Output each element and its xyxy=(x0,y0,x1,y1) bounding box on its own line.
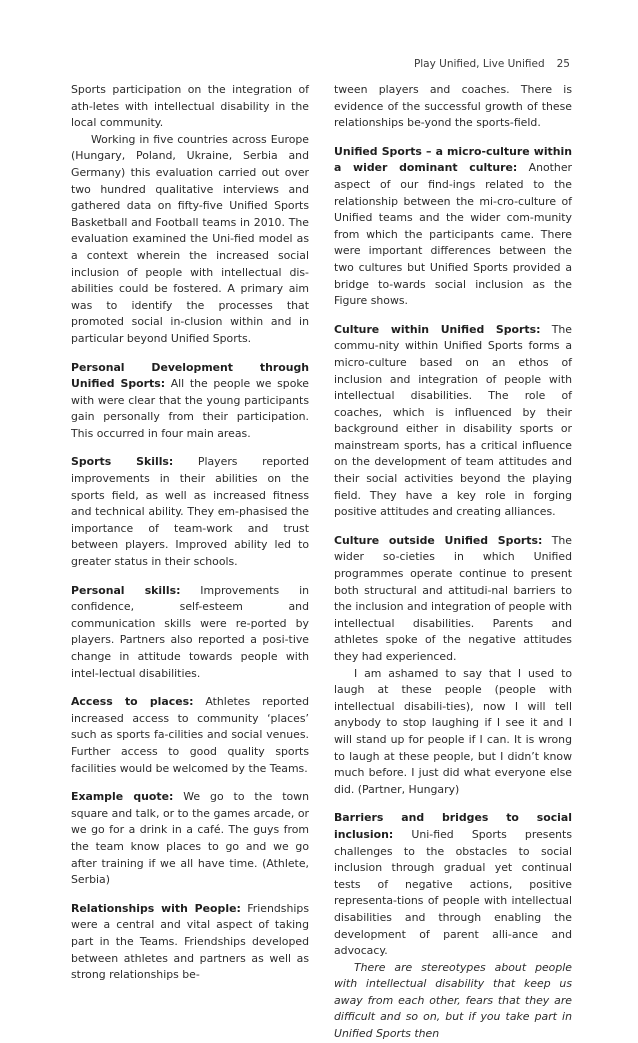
culture-within-text: The commu-nity within Unified Sports forms a micro-culture based on an ethos of inclusion and integration of people with intellectual disabilities. The role of coaches, which is influenced by their background either in disability sports or mainstream sports, has a critical influence on the development of team attitudes and their social activities beyond the playing field. They have a key role in forging positive attitudes and creating alliances. xyxy=(334,322,572,519)
relationships-paragraph xyxy=(71,901,309,984)
evaluation-paragraph: Working in five countries across Europe (Hungary, Poland, Ukraine, Serbia and Germany) this evaluation carried out over two hundred qualitative interviews and gathered data on fifty-five Unified Sports Basketball and Football teams in 2010. The evaluation examined the Uni-fied model as a context wherein the increased social inclusion of people with intellectual dis-abilities could be fostered. A primary aim was to identify the processes that promoted social in-clusion within and in particular beyond Unified Sports. xyxy=(71,132,309,345)
culture-within-paragraph xyxy=(334,322,572,521)
partner-quote: I am ashamed to say that I used to laugh at these people (people with intellectual disabili-ties), now I will tell anybody to stop laughing if I see it and I will stand up for people if I can. It is wrong to laugh at these people, but I didn’t know much before. I just did what everyone else did. (Partner, Hungary) xyxy=(334,666,572,796)
running-header-title: Play Unified, Live Unified xyxy=(413,58,545,70)
barriers-paragraph xyxy=(334,810,572,959)
access-places-text: Athletes reported increased access to community ‘places’ such as sports fa-cilities and social venues. Further access to good quality sports facilities would be welcomed by the Teams. xyxy=(71,695,309,775)
stereotypes-quote: There are stereotypes about people with intellectual disability that keep us away from each other, fears that they are difficult and so on, but if you take part in Unified Sports then xyxy=(334,960,572,1041)
personal-development-heading: Personal Development through Unified Sports: xyxy=(71,360,309,391)
micro-culture-heading: Unified Sports – a micro-culture within a wider dominant culture: xyxy=(334,144,572,175)
example-quote-heading: Example quote: xyxy=(71,790,174,804)
personal-development-paragraph xyxy=(71,360,309,443)
personal-skills-text: Improvements in confidence, self-esteem and communication skills were re-ported by players. Partners also reported a posi-tive change in attitude towards people with intel-lectual disabilities. xyxy=(71,583,309,680)
example-quote-text: We go to the town square and talk, or to the games arcade, or we go for a drink in a café. The guys from the team know places to go and we go after training if we all have time. (Athlete, Serbia) xyxy=(71,790,309,887)
culture-outside-heading: Culture outside Unified Sports: xyxy=(334,533,543,547)
intro-paragraph: Sports participation on the integration of ath-letes with intellectual disability in the local community. xyxy=(71,83,309,130)
relationships-text: Friendships were a central and vital aspect of taking part in the Teams. Friendships developed between athletes and partners as well as strong relationships be- xyxy=(71,901,309,982)
culture-within-heading: Culture within Unified Sports: xyxy=(334,322,541,336)
right-column xyxy=(334,82,572,1043)
personal-skills-paragraph xyxy=(71,583,309,683)
relationships-heading: Relationships with People: xyxy=(71,901,241,915)
sports-skills-heading: Sports Skills: xyxy=(71,455,174,469)
personal-development-text: All the people we spoke with were clear that the young participants gain personally from their participation. This occurred in four main areas. xyxy=(71,377,309,440)
barriers-heading: Barriers and bridges to social inclusion: xyxy=(334,811,572,841)
culture-outside-paragraph xyxy=(334,533,572,666)
page-number: 25 xyxy=(556,58,570,70)
left-column xyxy=(71,82,309,984)
barriers-text: Uni-fied Sports presents challenges to the obstacles to social inclusion through gradual yet continual tests of negative actions, positive representa-tions of people with intellectual disabilities and through enabling the development of parent alli-ance and advocacy. xyxy=(334,827,572,958)
personal-skills-heading: Personal skills: xyxy=(71,583,181,597)
culture-outside-text: The wider so-cieties in which Unified programmes operate continue to present both structural and attitudi-nal barriers to the inclusion and integration of people with intellectual disabilities. Parents and athletes spoke of the negative attitudes they had experienced. xyxy=(334,533,572,663)
access-places-paragraph xyxy=(71,694,309,777)
sports-skills-paragraph xyxy=(71,454,309,570)
relationships-continuation: tween players and coaches. There is evidence of the successful growth of these relationships be-yond the sports-field. xyxy=(334,83,572,130)
access-places-heading: Access to places: xyxy=(71,695,194,709)
micro-culture-paragraph xyxy=(334,144,572,310)
running-header xyxy=(414,58,570,70)
micro-culture-text: Another aspect of our find-ings related to the relationship between the mi-cro-culture of Unified teams and the wider com-munity from which the participants came. There were important differences between the two cultures but Unified Sports provided a bridge to-wards social inclusion as the Figure shows. xyxy=(334,161,572,308)
sports-skills-text: Players reported improvements in their abilities on the sports field, as well as increased fitness and technical ability. They em-phasised the importance of team-work and trust between players. Improved ability led to greater status in their schools. xyxy=(71,455,309,569)
example-quote-paragraph xyxy=(71,789,309,889)
